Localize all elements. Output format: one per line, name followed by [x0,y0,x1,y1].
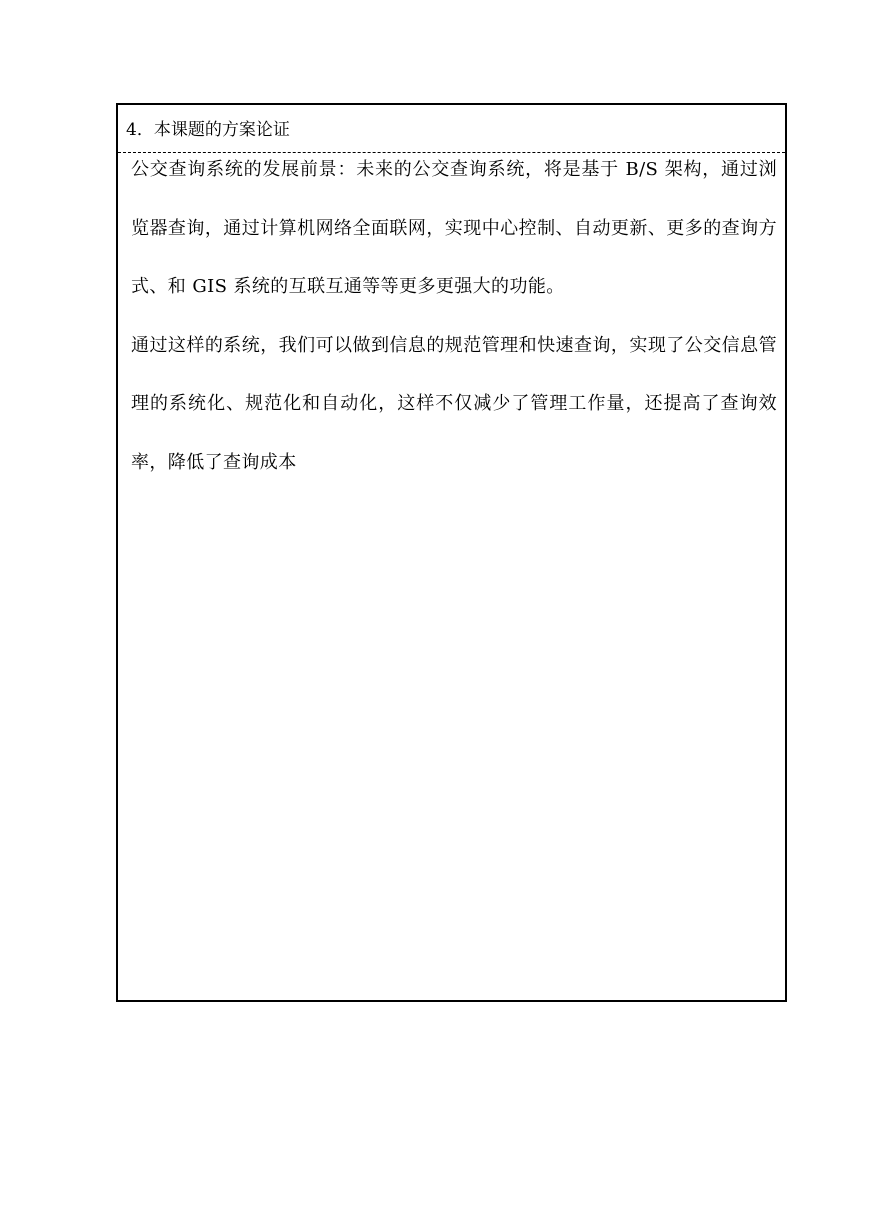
section-heading: 4．本课题的方案论证 [118,105,785,153]
paragraph-system-benefits: 通过这样的系统，我们可以做到信息的规范管理和快速查询，实现了公交信息管理的系统化、规范化和自动化，这样不仅减少了管理工作量，还提高了查询效率，降低了查询成本 [131,334,777,473]
paragraph-development-prospect: 公交查询系统的发展前景：未来的公交查询系统，将是基于 B/S 架构，通过浏览器查询，通过计算机网络全面联网，实现中心控制、自动更新、更多的查询方式、和 GIS 系统的互联互通等等更多更强大的功能。 [131,159,777,297]
section-body [118,141,785,492]
form-table [116,103,787,1002]
